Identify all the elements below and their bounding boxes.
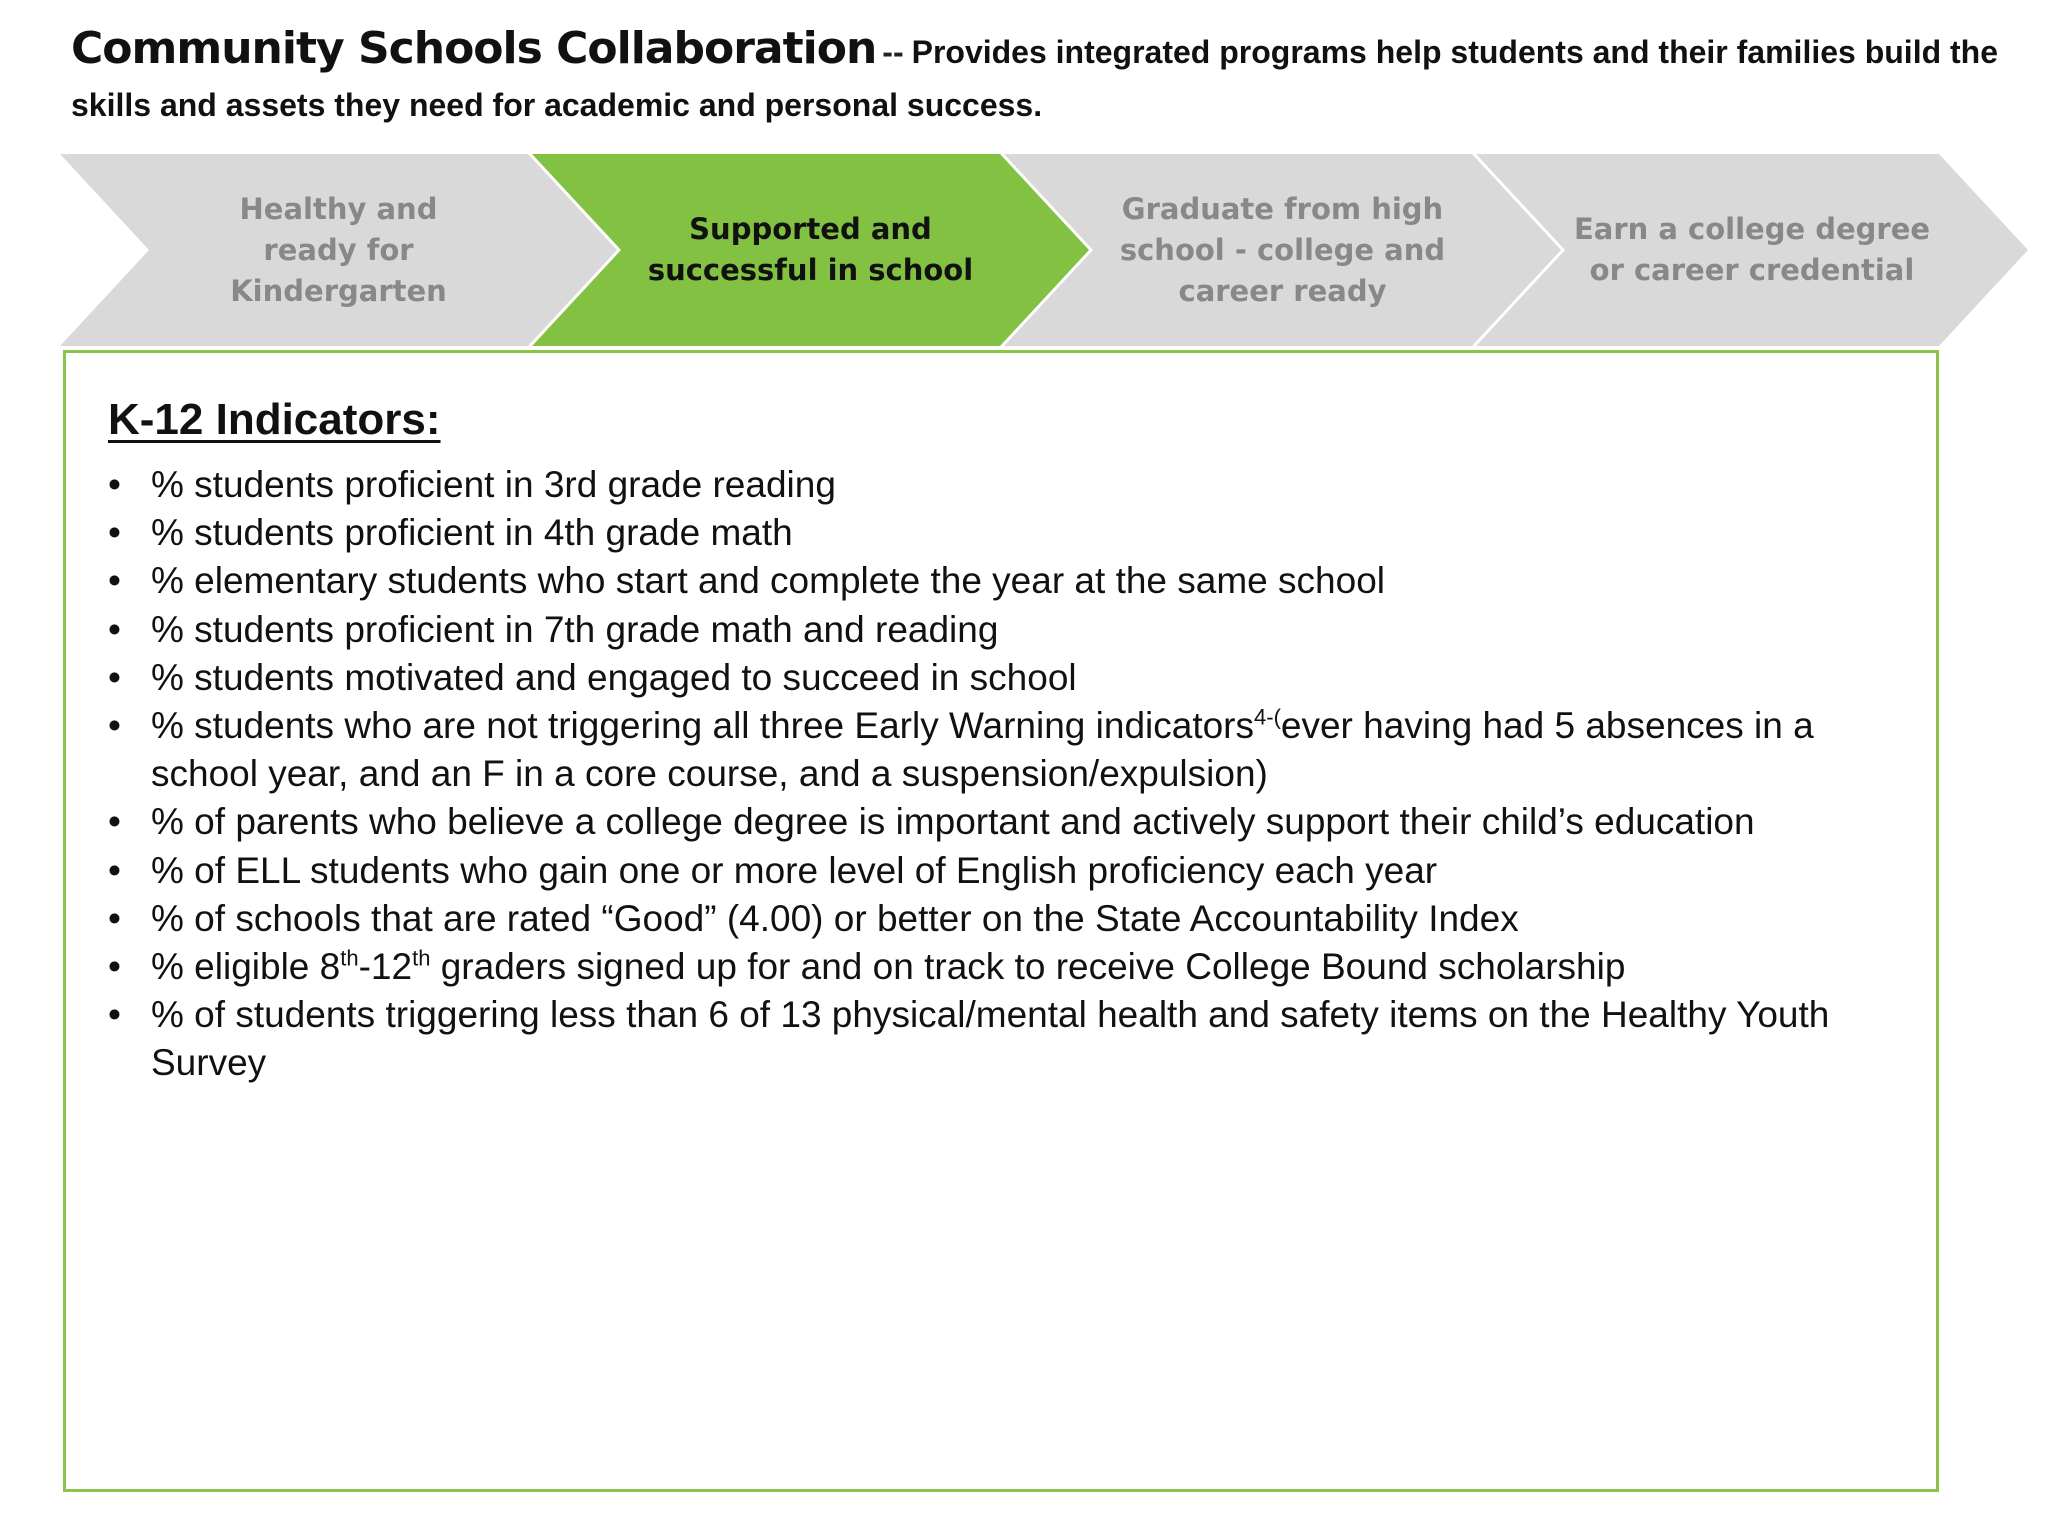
page-title: Community Schools Collaboration	[71, 23, 877, 74]
slide-header	[71, 23, 2001, 135]
list-item: • % of parents who believe a college degree is important and actively support their child’s education	[108, 798, 1908, 846]
list-item: • % eligible 8th-12th graders signed up for and on track to receive College Bound scholarship	[108, 943, 1908, 991]
list-item: • % of schools that are rated “Good” (4.00) or better on the State Accountability Index	[108, 895, 1908, 943]
list-item: • % students proficient in 3rd grade reading	[108, 461, 1908, 509]
progress-chevrons	[60, 154, 2028, 346]
list-item: • % students who are not triggering all three Early Warning indicators$^{4-(}$ever having had 5 absences in a school year, and an F in a core course, and a suspension/expulsion)	[108, 702, 1908, 798]
page-subtitle: Provides integrated programs help students and their families build the skills and assets they need for academic and personal success.	[71, 34, 1999, 123]
list-item: • % of ELL students who gain one or more level of English proficiency each year	[108, 847, 1908, 895]
indicator-list	[108, 461, 1908, 1088]
list-item: • % students proficient in 4th grade math	[108, 509, 1908, 557]
indicators-panel	[63, 350, 1939, 1492]
list-item: • % students proficient in 7th grade math and reading	[108, 606, 1908, 654]
step-label-healthy-ready: Healthy and ready for Kindergarten	[230, 191, 447, 308]
step-label-supported-successful: Supported and successful in school	[647, 212, 974, 287]
list-item: • % elementary students who start and complete the year at the same school	[108, 557, 1908, 605]
footnote-marker: 4-(	[1254, 704, 1281, 730]
list-item: • % of students triggering less than 6 of 13 physical/mental health and safety items on the Healthy Youth Survey	[108, 991, 1908, 1087]
ordinal-suffix: th	[412, 945, 431, 971]
ordinal-suffix: th	[340, 945, 359, 971]
list-item: • % students motivated and engaged to succeed in school	[108, 654, 1908, 702]
title-separator: --	[882, 34, 904, 70]
step-label-college-career: Earn a college degree or career credential	[1573, 212, 1931, 287]
step-label-graduate: Graduate from high school - college and career ready	[1119, 191, 1446, 308]
section-heading: K-12 Indicators:	[108, 395, 441, 444]
